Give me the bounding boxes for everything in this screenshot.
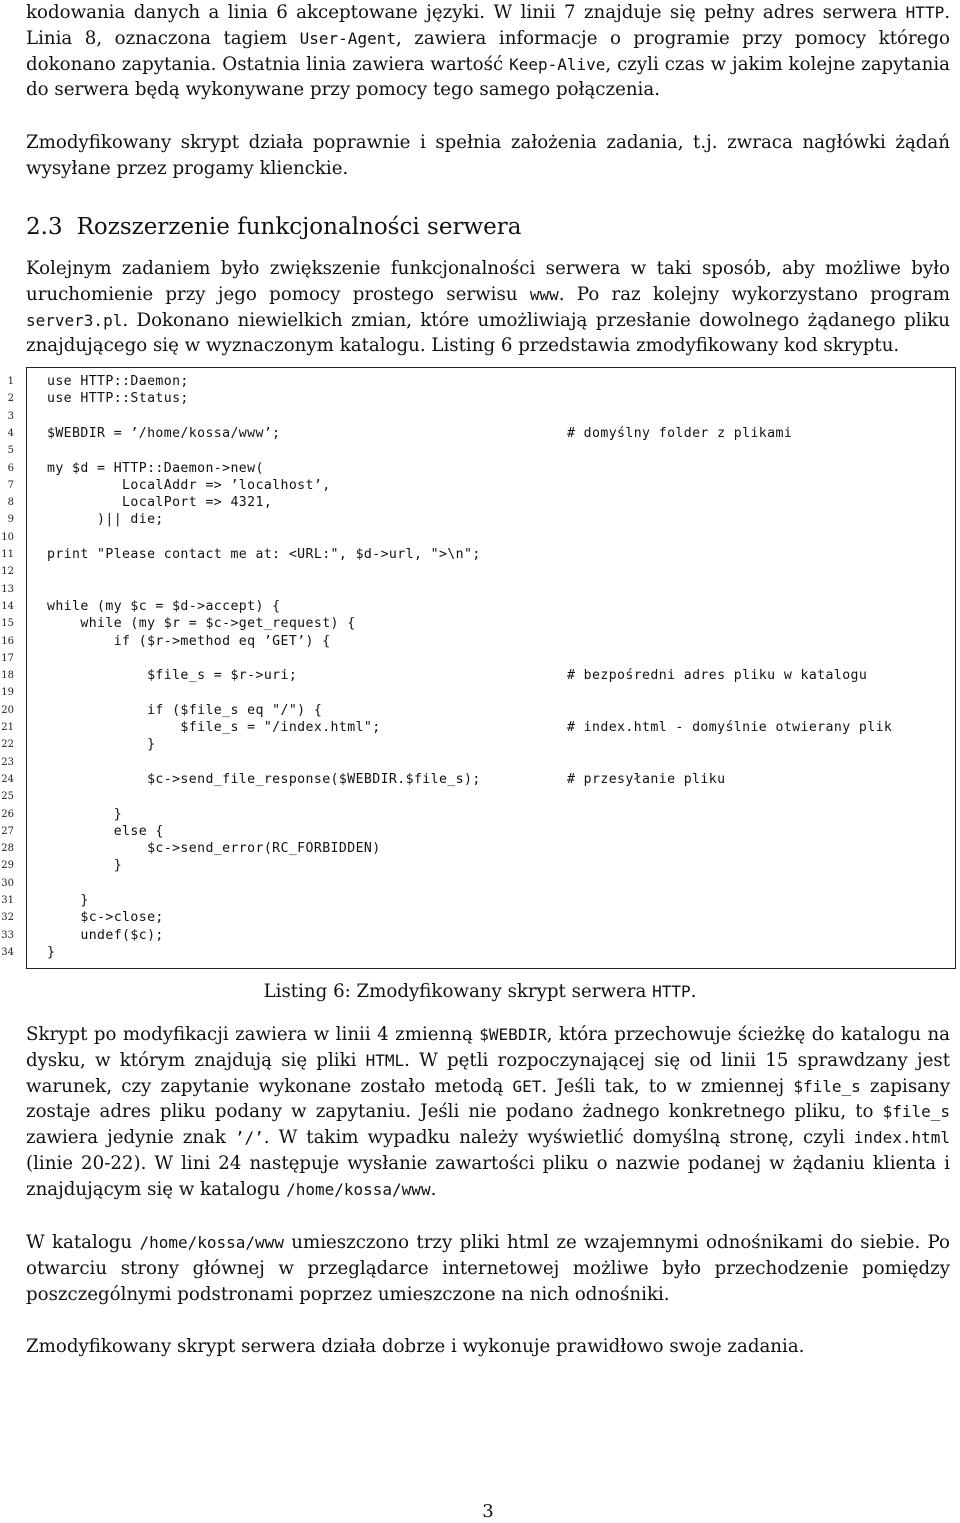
text-span: Skrypt po modyfikacji zawiera w linii 4 zmienną <box>26 1024 480 1045</box>
text-span: umieszczono trzy pliki html ze wzajemnymi odnośnikami do siebie. Po otwarciu strony głównej w przeglądarce internetowej możliwe było przechodzenie pomiędzy poszczególnymi podstronami poprzez umieszczone na nich odnośniki. <box>26 1232 950 1305</box>
line-number: 6 <box>7 462 14 474</box>
code-text: LocalPort => 4321, <box>47 495 273 511</box>
text-span: . Jeśli tak, to w zmiennej <box>541 1075 794 1097</box>
code-line <box>0 442 960 459</box>
inline-code: $WEBDIR <box>479 1025 547 1044</box>
code-line <box>0 511 960 528</box>
caption-text: . <box>690 981 697 1002</box>
code-text: if ($file_s eq "/") { <box>47 702 323 718</box>
code-text: } <box>47 858 123 874</box>
code-line <box>0 875 960 892</box>
text-span: , która przechowuje ścieżkę do katalogu na dysku, w którym znajdują się pliki <box>26 1024 950 1071</box>
inline-code: $file_s <box>793 1076 861 1096</box>
text-span: . Linia 8, oznaczona tagiem <box>26 2 950 49</box>
code-line <box>0 581 960 598</box>
code-text: $c->send_error(RC_FORBIDDEN) <box>47 841 381 857</box>
text-span: . W takim wypadku należy wyświetlić domyślną stronę, czyli <box>263 1127 854 1149</box>
code-line <box>0 563 960 580</box>
line-number: 24 <box>1 773 14 785</box>
line-number: 17 <box>1 652 14 664</box>
inline-code: server3.pl <box>26 310 123 330</box>
code-text: use HTTP::Status; <box>47 391 189 407</box>
code-text: } <box>47 944 56 960</box>
inline-code: www <box>529 284 559 304</box>
code-comment: # przesyłanie pliku <box>567 771 726 787</box>
code-text: } <box>47 806 123 822</box>
code-line <box>0 460 960 477</box>
text-span: (linie 20-22). W lini 24 następuje wysłanie zawartości pliku o nazwie podanej w żądaniu klienta i znajdującym się w katalogu <box>26 1152 950 1200</box>
code-text: else { <box>47 823 164 839</box>
line-number: 13 <box>1 583 14 595</box>
code-text: use HTTP::Daemon; <box>47 374 189 389</box>
text-span: . Dokonano niewielkich zmian, które umożliwiają przesłanie dowolnego żądanego pliku znajdującego się w wyznaczonym katalogu. Listing 6 przedstawia zmodyfikowany kod skryptu. <box>26 309 950 357</box>
line-number: 26 <box>1 808 14 820</box>
code-line <box>0 615 960 632</box>
intro-paragraph-1 <box>26 0 950 103</box>
line-number: 12 <box>1 566 14 578</box>
text-span: . W pętli rozpoczynającej się od linii 15 sprawdzany jest warunek, czy zapytanie wykonane zostało metodą <box>26 1049 950 1097</box>
code-line <box>0 806 960 823</box>
code-text: if ($r->method eq ’GET’) { <box>47 633 331 649</box>
line-number: 29 <box>1 860 14 872</box>
line-number: 3 <box>7 410 14 422</box>
caption-code: HTTP <box>652 982 691 1001</box>
code-text: print "Please contact me at: <URL:", $d->url, ">\n"; <box>47 547 481 562</box>
code-text: $c->send_file_response($WEBDIR.$file_s); <box>47 771 481 787</box>
text-span: kodowania danych a linia 6 akceptowane języki. W linii 7 znajduje się pełny adres serwera <box>26 2 906 23</box>
text-span: W katalogu <box>26 1232 140 1253</box>
line-number: 25 <box>1 791 14 803</box>
code-text: )|| die; <box>47 512 164 528</box>
code-text: $file_s = "/index.html"; <box>47 720 381 735</box>
text-span: zapisany zostaje adres pliku podany w zapytaniu. Jeśli nie podano żadnego konkretnego pliku, to <box>26 1075 950 1123</box>
code-text: undef($c); <box>47 927 164 943</box>
line-number: 9 <box>7 514 14 526</box>
code-line <box>0 719 960 736</box>
line-number: 18 <box>1 670 14 682</box>
code-line <box>0 944 960 961</box>
code-line <box>0 408 960 425</box>
code-text: my $d = HTTP::Daemon->new( <box>47 460 264 476</box>
text-span: , zawiera informacje o programie przy pomocy którego dokonano zapytania. Ostatnia linia zawiera wartość <box>26 27 950 75</box>
section-heading <box>26 212 950 242</box>
code-line <box>0 754 960 771</box>
code-line <box>0 892 960 909</box>
line-number: 15 <box>1 618 14 630</box>
inline-code: User-Agent <box>299 28 396 48</box>
line-number: 7 <box>7 479 14 491</box>
code-line <box>0 702 960 719</box>
text-span: . <box>430 1178 437 1200</box>
line-number: 33 <box>1 929 14 941</box>
code-comment: # index.html - domyślnie otwierany plik <box>567 720 893 735</box>
code-text: $c->close; <box>47 910 164 926</box>
inline-code: /home/kossa/www <box>139 1233 284 1252</box>
inline-code: HTML <box>365 1050 405 1070</box>
code-line <box>0 477 960 494</box>
inline-code: /home/kossa/www <box>286 1179 431 1199</box>
code-line <box>0 684 960 701</box>
line-number: 28 <box>1 843 14 855</box>
code-text: } <box>47 893 89 908</box>
code-line <box>0 927 960 944</box>
inline-code: index.html <box>853 1128 951 1148</box>
code-line <box>0 425 960 442</box>
line-number: 10 <box>1 531 14 543</box>
after-paragraph-3: Zmodyfikowany skrypt serwera działa dobrze i wykonuje prawidłowo swoje zadania. <box>26 1336 805 1357</box>
inline-code: ’/’ <box>234 1128 264 1148</box>
line-number: 30 <box>1 877 14 889</box>
page-number: 3 <box>482 1501 494 1522</box>
code-text: while (my $r = $c->get_request) { <box>47 616 356 632</box>
code-line <box>0 840 960 857</box>
code-line <box>0 598 960 615</box>
line-number: 16 <box>1 635 14 647</box>
code-line <box>0 650 960 667</box>
line-number: 11 <box>1 549 14 560</box>
line-number: 22 <box>1 739 14 751</box>
code-line <box>0 373 960 390</box>
line-number: 21 <box>1 722 14 733</box>
code-comment: # bezpośredni adres pliku w katalogu <box>567 668 868 684</box>
line-number: 27 <box>1 825 14 837</box>
line-number: 1 <box>7 376 14 387</box>
line-number: 20 <box>1 704 14 716</box>
inline-code: $file_s <box>882 1102 950 1122</box>
caption-text: Listing 6: Zmodyfikowany skrypt serwera <box>263 981 653 1002</box>
text-span: Kolejnym zadaniem było zwiększenie funkcjonalności serwera w taki sposób, aby możliwe było uruchomienie przy jego pomocy prostego serwisu <box>26 258 950 305</box>
intro-paragraph-2: Zmodyfikowany skrypt działa poprawnie i spełnia założenia zadania, t.j. zwraca nagłówki żądań wysyłane przez progamy klienckie. <box>26 132 950 179</box>
section-paragraph <box>26 256 950 359</box>
line-number: 8 <box>7 497 14 509</box>
code-text: while (my $c = $d->accept) { <box>47 598 281 614</box>
after-paragraph-2 <box>26 1230 950 1307</box>
code-line <box>0 788 960 805</box>
code-line <box>0 546 960 563</box>
line-number: 19 <box>1 687 14 699</box>
text-span: , czyli czas w jakim kolejne zapytania do serwera będą wykonywane przy pomocy tego samego połączenia. <box>26 53 951 101</box>
line-number: 2 <box>7 393 14 405</box>
line-number: 5 <box>7 445 14 457</box>
inline-code: HTTP <box>905 3 945 22</box>
code-line <box>0 823 960 840</box>
code-text: } <box>47 737 156 753</box>
code-line <box>0 771 960 788</box>
code-line <box>0 736 960 753</box>
code-line <box>0 857 960 874</box>
code-line <box>0 494 960 511</box>
line-number: 32 <box>1 912 14 924</box>
inline-code: Keep-Alive <box>509 54 606 74</box>
section-title: Rozszerzenie funkcjonalności serwera <box>76 214 522 240</box>
section-number: 2.3 <box>26 214 63 240</box>
after-paragraph-1 <box>26 1022 950 1203</box>
line-number: 4 <box>7 427 14 439</box>
text-span: . Po raz kolejny wykorzystano program <box>558 283 950 305</box>
line-number: 14 <box>1 600 14 612</box>
code-text: $WEBDIR = ’/home/kossa/www’; <box>47 425 281 441</box>
code-text: $file_s = $r->uri; <box>47 668 298 684</box>
listing-caption <box>0 980 960 1004</box>
text-span: zawiera jedynie znak <box>26 1127 235 1149</box>
line-number: 23 <box>1 756 14 768</box>
inline-code: GET <box>512 1076 542 1096</box>
code-line <box>0 633 960 650</box>
code-text: LocalAddr => ’localhost’, <box>47 477 331 493</box>
line-number: 34 <box>1 946 14 958</box>
code-line <box>0 529 960 546</box>
code-line <box>0 667 960 684</box>
code-line <box>0 390 960 407</box>
code-comment: # domyślny folder z plikami <box>567 425 793 441</box>
code-line <box>0 909 960 926</box>
line-number: 31 <box>1 895 14 906</box>
